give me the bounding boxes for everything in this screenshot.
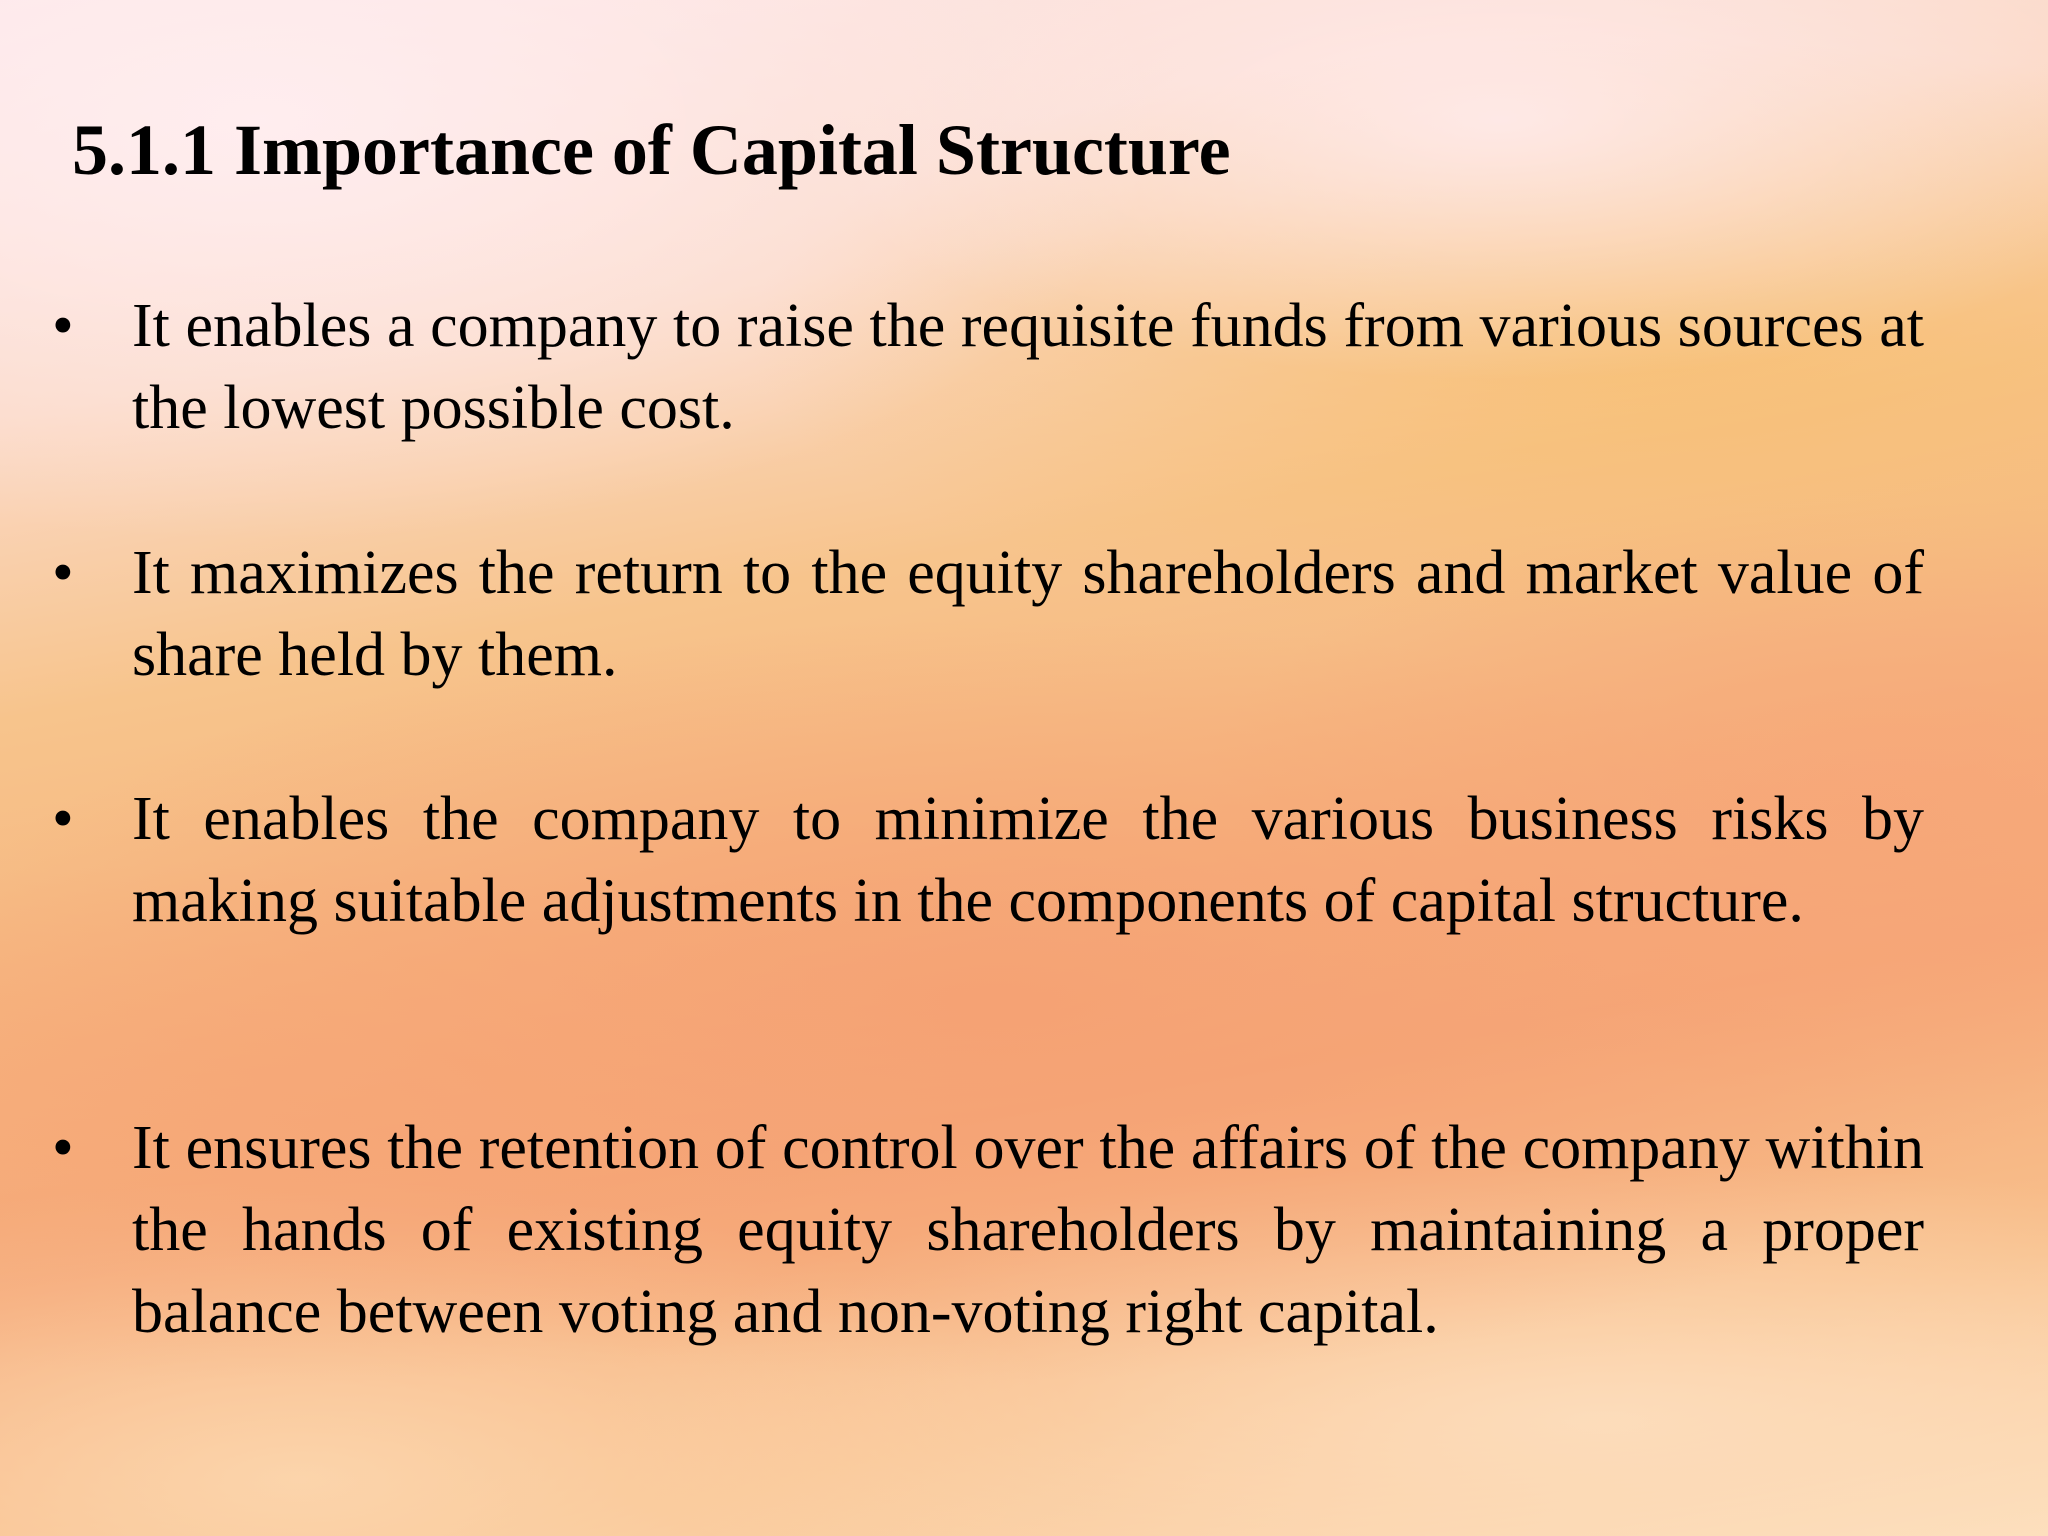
bullet-point-icon: • [52, 785, 74, 853]
bullet-text: It enables the company to minimize the various business risks by making suitable adjustments in the components of capital structure. [132, 785, 1924, 935]
bullet-text: It enables a company to raise the requisite funds from various sources at the lowest possible cost. [132, 292, 1924, 442]
bullet-point-icon: • [52, 1114, 74, 1182]
bullet-text: It ensures the retention of control over the affairs of the company within the hands of existing equity shareholders by maintaining a proper balance between voting and non-voting right capital. [132, 1114, 1924, 1346]
bullet-point-icon: • [52, 539, 74, 607]
bullet-point-icon: • [52, 292, 74, 360]
slide-title: 5.1.1 Importance of Capital Structure [72, 110, 1231, 190]
bullet-text: It maximizes the return to the equity shareholders and market value of share held by them. [132, 539, 1924, 689]
